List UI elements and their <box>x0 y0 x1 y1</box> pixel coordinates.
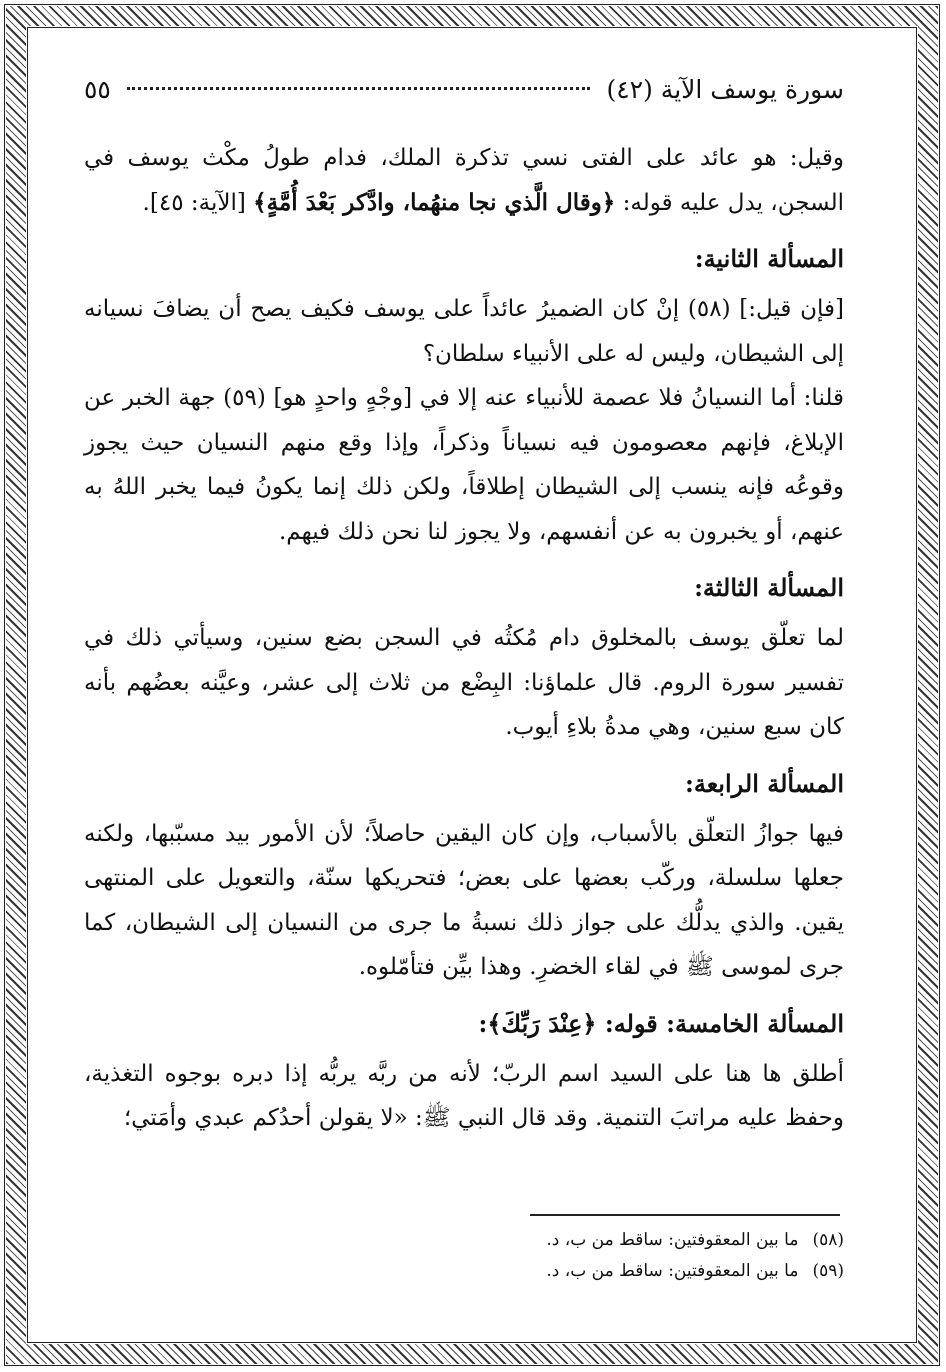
paragraph-3: قلنا: أما النسيانُ فلا عصمة للأنبياء عنه إلا في [وجْهٍ واحدٍ هو] (٥٩) جهة الخبر عن الإبلاغ، فإنهم معصومون فيه نسياناً وذكراً، وإذا وقع منهم النسيان حيث يجوز وقوعُه فإنه ينسب إلى الشيطان إطلاقاً، ولكن ذلك إنما يكونُ فيما يخبر اللهُ به عنهم، أو يخبرون به عن أنفسهم، ولا يجوز لنا نحن ذلك فيهم. <box>84 385 844 545</box>
paragraph-1-text: وقيل: هو عائد على الفتى نسي تذكرة الملك، فدام طولُ مكْث يوسف في السجن، يدل عليه قوله: <box>84 145 844 216</box>
page-body <box>84 70 844 1141</box>
footnote-text: ما بين المعقوفتين: ساقط من ب، د. <box>546 1230 799 1250</box>
footnote-item <box>84 1225 844 1256</box>
footnotes <box>84 1225 844 1287</box>
paragraph-6: أطلق ها هنا على السيد اسم الربّ؛ لأنه من ربَّه يربُّه إذا دبره بوجوه التغذية، وحفظ عليه مراتبَ التنمية. وقد قال النبي ﷺ: «لا يقولن أحدُكم عبدي وأمَتي؛ <box>84 1060 844 1131</box>
paragraph-2: [فإن قيل:] (٥٨) إنْ كان الضميرُ عائداً على يوسف فكيف يصح أن يضافَ نسيانه إلى الشيطان، وليس له على الأنبياء سلطان؟ <box>84 296 844 367</box>
paragraph-1 <box>84 136 844 225</box>
paragraph-4: لما تعلّق يوسف بالمخلوق دام مُكثُه في السجن بضع سنين، وسيأتي ذلك في تفسير سورة الروم. قال علماؤنا: البِضْع من ثلاث إلى عشر، وعيَّنه بعضُهم بأنه كان سبع سنين، وهي مدةُ بلاءِ أيوب. <box>84 625 844 740</box>
quran-verse-heading: ﴿عِنْدَ رَبِّكَ﴾: <box>478 1008 597 1038</box>
heading-fifth-issue <box>84 1004 844 1044</box>
verse-reference: [الآية: ٤٥]. <box>142 189 246 216</box>
footnote-separator <box>530 1214 840 1216</box>
footnote-text: ما بين المعقوفتين: ساقط من ب، د. <box>546 1261 799 1281</box>
running-head-title: سورة يوسف الآية (٤٢) <box>606 75 844 104</box>
page-number: ٥٥ <box>84 75 111 104</box>
dot-leader <box>127 87 591 90</box>
heading-fifth-issue-text: المسألة الخامسة: قوله: <box>604 1008 844 1038</box>
paragraph-5: فيها جوازُ التعلّق بالأسباب، وإن كان اليقين حاصلاً؛ لأن الأمور بيد مسبّبها، ولكنه جعلها سلسلة، وركّب بعضها على بعض؛ فتحريكها سنّة، والتعويل على المنتهى يقين. والذي يدلُّك على جواز ذلك نسبةُ ما جرى من النسيان إلى الشيطان، كما جرى لموسى ﷺ في لقاء الخضرِ. وهذا بيِّن فتأمّلوه. <box>84 820 844 980</box>
quran-verse: ﴿وقال الَّذي نجا منهُما، وادَّكر بَعْدَ أُمَّةٍ﴾ <box>253 188 616 216</box>
heading-second-issue: المسألة الثانية: <box>694 244 844 273</box>
running-head <box>84 70 844 110</box>
heading-fourth-issue: المسألة الرابعة: <box>685 768 844 798</box>
footnote-number: (٥٩) <box>812 1261 844 1281</box>
heading-third-issue: المسألة الثالثة: <box>694 573 844 602</box>
footnote-item <box>84 1256 844 1287</box>
footnote-number: (٥٨) <box>812 1230 844 1250</box>
